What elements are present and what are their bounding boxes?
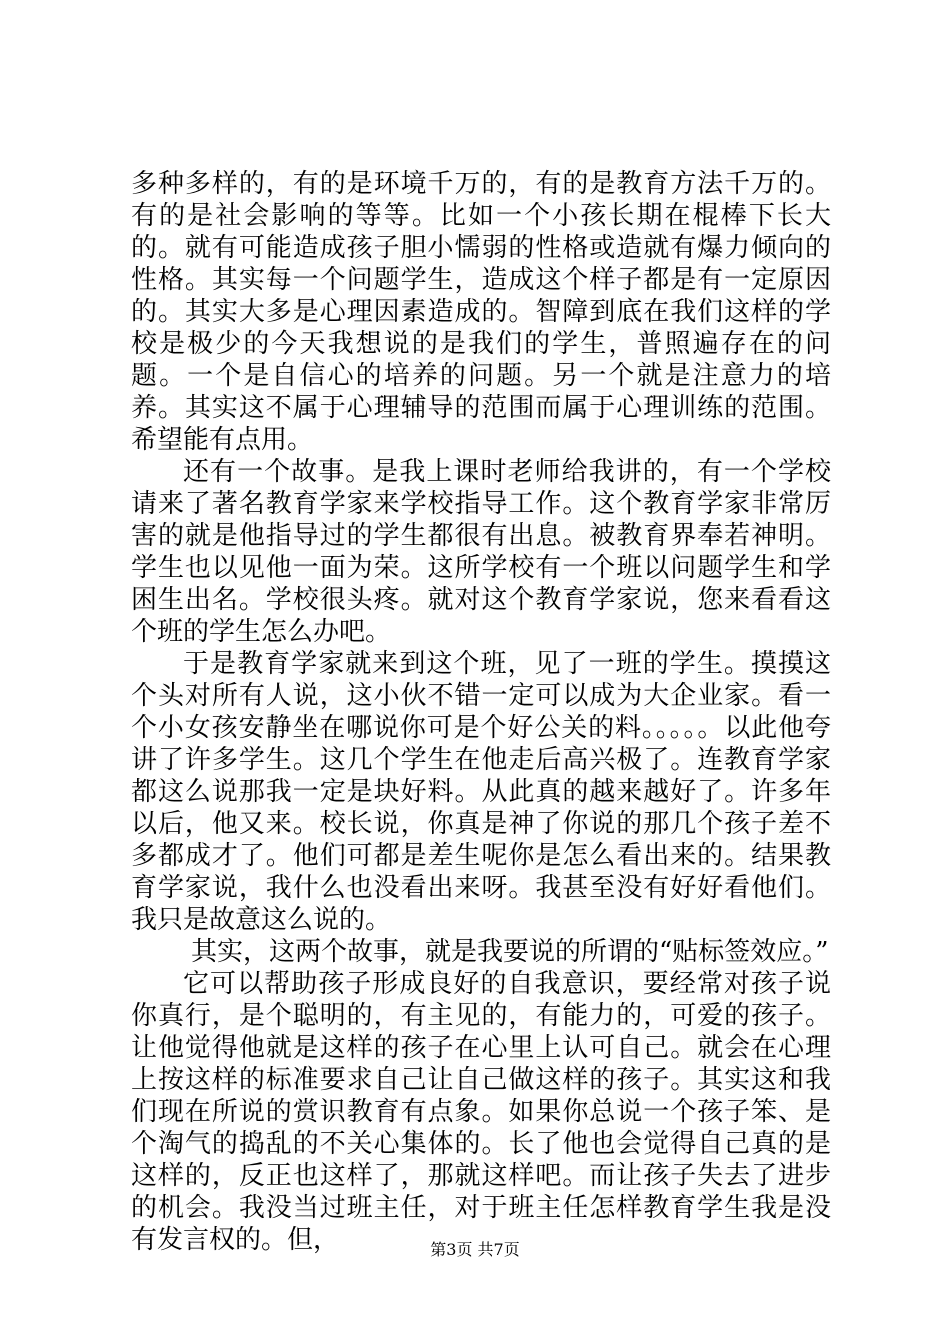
paragraph-4: 其实，这两个故事，就是我要说的所谓的“贴标签效应。”	[191, 937, 829, 967]
paragraph-2: 还有一个故事。是我上课时老师给我讲的，有一个学校请来了著名教育学家来学校指导工作。这个教育学家非常厉害的就是他指导过的学生都很有出息。被教育界奉若神明。学生也以见他一面为荣。这所学校有一个班以问题学生和学困生出名。学校很头疼。就对这个教育学家说，您来看看这个班的学生怎么办吧。	[131, 457, 831, 647]
body-text	[131, 168, 831, 1256]
paragraph-1: 多种多样的，有的是环境千万的，有的是教育方法千万的。有的是社会影响的等等。比如一个小孩长期在棍棒下长大的。就有可能造成孩子胆小懦弱的性格或造就有爆力倾向的性格。其实每一个问题学生，造成这个样子都是有一定原因的。其实大多是心理因素造成的。智障到底在我们这样的学校是极少的今天我想说的是我们的学生，普照遍存在的问题。一个是自信心的培养的问题。另一个就是注意力的培养。其实这不属于心理辅导的范围而属于心理训练的范围。希望能有点用。	[131, 169, 831, 455]
page-footer: 第3页 共7页	[430, 1240, 520, 1259]
paragraph-3: 于是教育学家就来到这个班，见了一班的学生。摸摸这个头对所有人说，这小伙不错一定可以成为大企业家。看一个小女孩安静坐在哪说你可是个好公关的料。。。。。以此他夸讲了许多学生。这几个学生在他走后高兴极了。连教育学家都这么说那我一定是块好料。从此真的越来越好了。许多年以后，他又来。校长说，你真是神了你说的那几个孩子差不多都成才了。他们可都是差生呢你是怎么看出来的。结果教育学家说，我什么也没看出来呀。我甚至没有好好看他们。我只是故意这么说的。	[131, 649, 831, 935]
paragraph-5: 它可以帮助孩子形成良好的自我意识，要经常对孩子说你真行，是个聪明的，有主见的，有能力的，可爱的孩子。让他觉得他就是这样的孩子在心里上认可自己。就会在心理上按这样的标准要求自己让自己做这样的孩子。其实这和我们现在所说的赏识教育有点象。如果你总说一个孩子笨、是个淘气的捣乱的不关心集体的。长了他也会觉得自己真的是这样的，反正也这样了，那就这样吧。而让孩子失去了进步的机会。我没当过班主任，对于班主任怎样教育学生我是没有发言权的。但，	[131, 969, 831, 1255]
